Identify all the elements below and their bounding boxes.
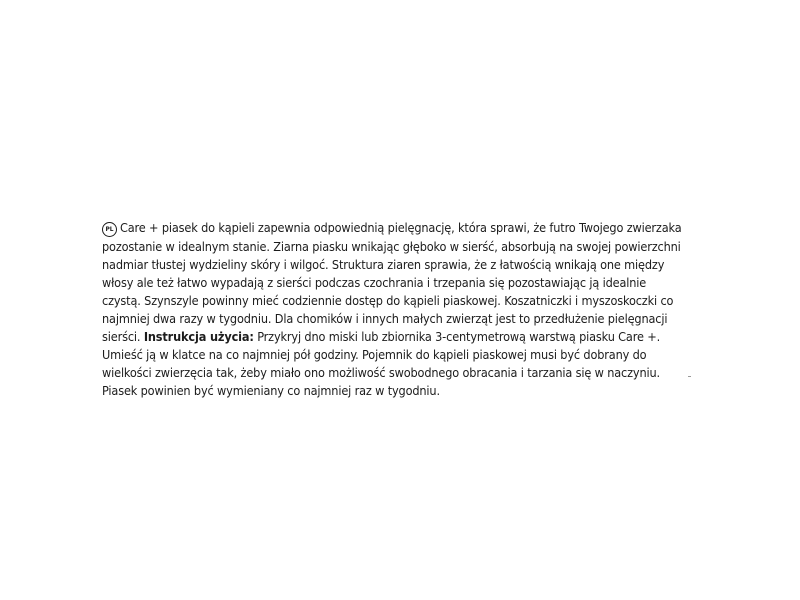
text-line-6: najmniej dwa razy w tygodniu. Dla chomików i innych małych zwierząt jest to przedłużenie pielęgnacji <box>102 311 668 326</box>
text-line-9: wielkości zwierzęcia tak, żeby miało ono możliwość swobodnego obracania i tarzania się w naczyniu. <box>102 365 660 380</box>
text-line-7 <box>102 329 660 345</box>
text-line-5: czystą. Szynszyle powinny mieć codziennie dostęp do kąpieli piaskowej. Koszatniczki i myszoskoczki co <box>102 293 674 308</box>
text-line-8: Umieść ją w klatce na co najmniej pół godziny. Pojemnik do kąpieli piaskowej musi być dobrany do <box>102 347 647 362</box>
text-line-10: Piasek powinien być wymieniany co najmniej raz w tygodniu. <box>102 383 440 398</box>
text-line-2: pozostanie w idealnym stanie. Ziarna piasku wnikając głęboko w sierść, absorbują na swojej powierzchni <box>102 239 681 254</box>
text-line-3: nadmiar tłustej wydzieliny skóry i wilgoć. Struktura ziaren sprawia, że z łatwością wnikają one między <box>102 257 665 272</box>
line-7-end: Przykryj dno miski lub zbiornika 3-centymetrową warstwą piasku Care +. <box>257 329 661 344</box>
text-line-4: włosy ale też łatwo wypadają z sierści podczas czochrania i trzepania się pozostawiając ją idealnie <box>102 275 647 290</box>
line-1-text: Care + piasek do kąpieli zapewnia odpowiednią pielęgnację, która sprawi, że futro Twojego zwierzaka <box>120 220 682 235</box>
line-7-start: sierści. <box>102 329 141 344</box>
instruction-heading: Instrukcja użycia: <box>143 329 254 344</box>
language-badge-pl: PL <box>102 222 117 237</box>
text-line-1 <box>102 220 682 237</box>
print-speck <box>688 376 691 377</box>
